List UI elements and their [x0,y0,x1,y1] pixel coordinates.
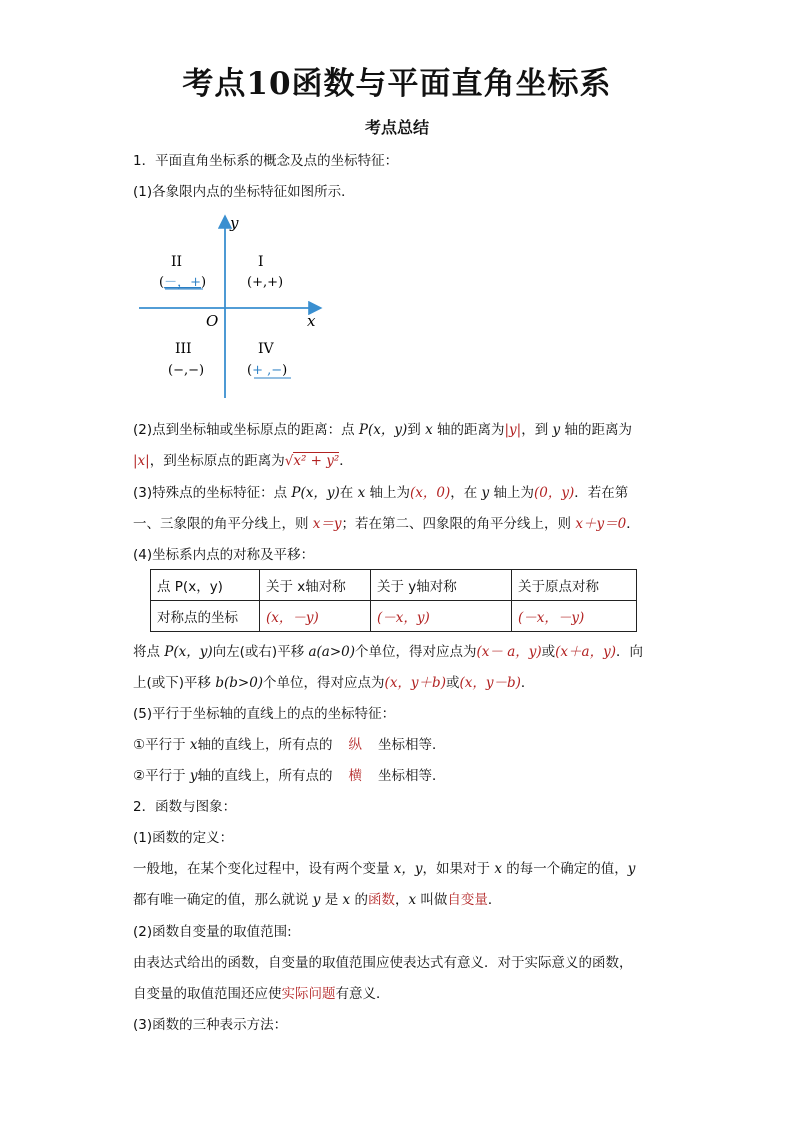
table-header-cell: 关于原点对称 [512,570,637,601]
translate-up: (x，y＋b) [384,675,446,691]
table-header-cell: 关于 x轴对称 [260,570,371,601]
parallel-x-answer: 纵 [348,737,363,753]
bisector-24-condition: x＋y＝0 [575,516,627,532]
table-header-cell: 点 P(x，y) [151,570,260,601]
translation-line-1: 将点 P(x，y)向左(或右)平移 a(a>0)个单位，得对应点为(x－ a，y)或(x＋a，y)．向 [133,644,643,660]
domain-line-2: 自变量的取值范围还应使实际问题有意义． [133,986,390,1002]
table-header-row [151,570,637,601]
quadrant-2-numeral: II [171,254,183,270]
parallel-y-answer: 横 [348,768,363,784]
definition-line-1: 一般地，在某个变化过程中，设有两个变量 x，y，如果对于 x 的每一个确定的值，y [133,861,636,877]
quadrant-diagram [133,208,333,403]
distance-to-x-axis: |y| [504,422,522,438]
page-title: 考点10函数与平面直角坐标系 [182,66,612,102]
section-2-heading: 2．函数与图象： [133,799,237,815]
sqrt-sign: √ [284,453,294,469]
representation-heading: (3)函数的三种表示方法： [133,1017,288,1033]
y-axis-label: y [230,214,239,232]
quadrant-2-sign: (－，+) [159,275,207,290]
symmetry-heading: (4)坐标系内点的对称及平移： [133,547,315,563]
quadrant-1-sign: (+,+) [247,275,284,290]
definition-line-2: 都有唯一确定的值，那么就说 y 是 x 的函数，x 叫做自变量． [133,892,502,908]
table-cell: (x，－y) [260,601,371,632]
table-header-cell: 关于 y轴对称 [371,570,512,601]
domain-line-1: 由表达式给出的函数，自变量的取值范围应使表达式有意义．对于实际意义的函数， [133,955,633,971]
origin-label: O [206,312,219,330]
quadrant-3-numeral: III [175,341,192,357]
section-1-heading: 1．平面直角坐标系的概念及点的坐标特征： [133,153,399,169]
quadrant-intro: (1)各象限内点的坐标特征如图所示． [133,184,355,200]
special-points-line-1: (3)特殊点的坐标特征：点 P(x，y)在 x 轴上为(x，0)，在 y 轴上为(0，y)．若在第 [133,485,629,501]
page-subtitle: 考点总结 [364,118,429,137]
parallel-x-line: ①平行于 x轴的直线上，所有点的 纵 坐标相等． [133,737,446,753]
bisector-13-condition: x＝y [312,516,342,532]
table-cell: (－x，－y) [512,601,637,632]
distance-line-2: |x|，到坐标原点的距离为√x² + y²． [133,453,353,469]
term-practical-problem: 实际问题 [281,986,336,1002]
parallel-y-line: ②平行于 y轴的直线上，所有点的 横 坐标相等． [133,768,446,784]
parallel-heading: (5)平行于坐标轴的直线上的点的坐标特征： [133,706,396,722]
quadrant-4-numeral: IV [258,341,274,357]
distance-line-1: (2)点到坐标轴或坐标原点的距离：点 P(x，y)到 x 轴的距离为|y|，到 y 轴的距离为 [133,422,632,438]
x-axis-label: x [307,312,316,330]
quadrant-4-sign: (+ ,−) [247,363,288,378]
translate-left: (x－ a，y) [476,644,542,660]
term-function: 函数 [367,892,395,908]
term-independent-variable: 自变量 [447,892,488,908]
function-definition-heading: (1)函数的定义： [133,830,234,846]
point-on-x-axis: (x，0) [410,485,451,501]
table-row [151,601,637,632]
table-cell: (－x，y) [371,601,512,632]
point-on-y-axis: (0，y) [533,485,575,501]
domain-heading: (2)函数自变量的取值范围: [133,924,292,940]
distance-to-y-axis: |x| [133,453,150,469]
quadrant-3-sign: (−,−) [168,363,205,378]
symmetry-table [150,569,637,632]
table-row-label: 对称点的坐标 [151,601,260,632]
translation-line-2: 上(或下)平移 b(b>0)个单位，得对应点为(x，y＋b)或(x，y－b)． [133,675,535,691]
translate-right: (x＋a，y) [555,644,616,660]
quadrant-1-numeral: I [258,254,264,270]
distance-to-origin: x² + y² [293,453,340,469]
special-points-line-2: 一、三象限的角平分线上，则 x＝y；若在第二、四象限的角平分线上，则 x＋y＝0． [133,516,640,532]
translate-down: (x，y－b) [459,675,521,691]
